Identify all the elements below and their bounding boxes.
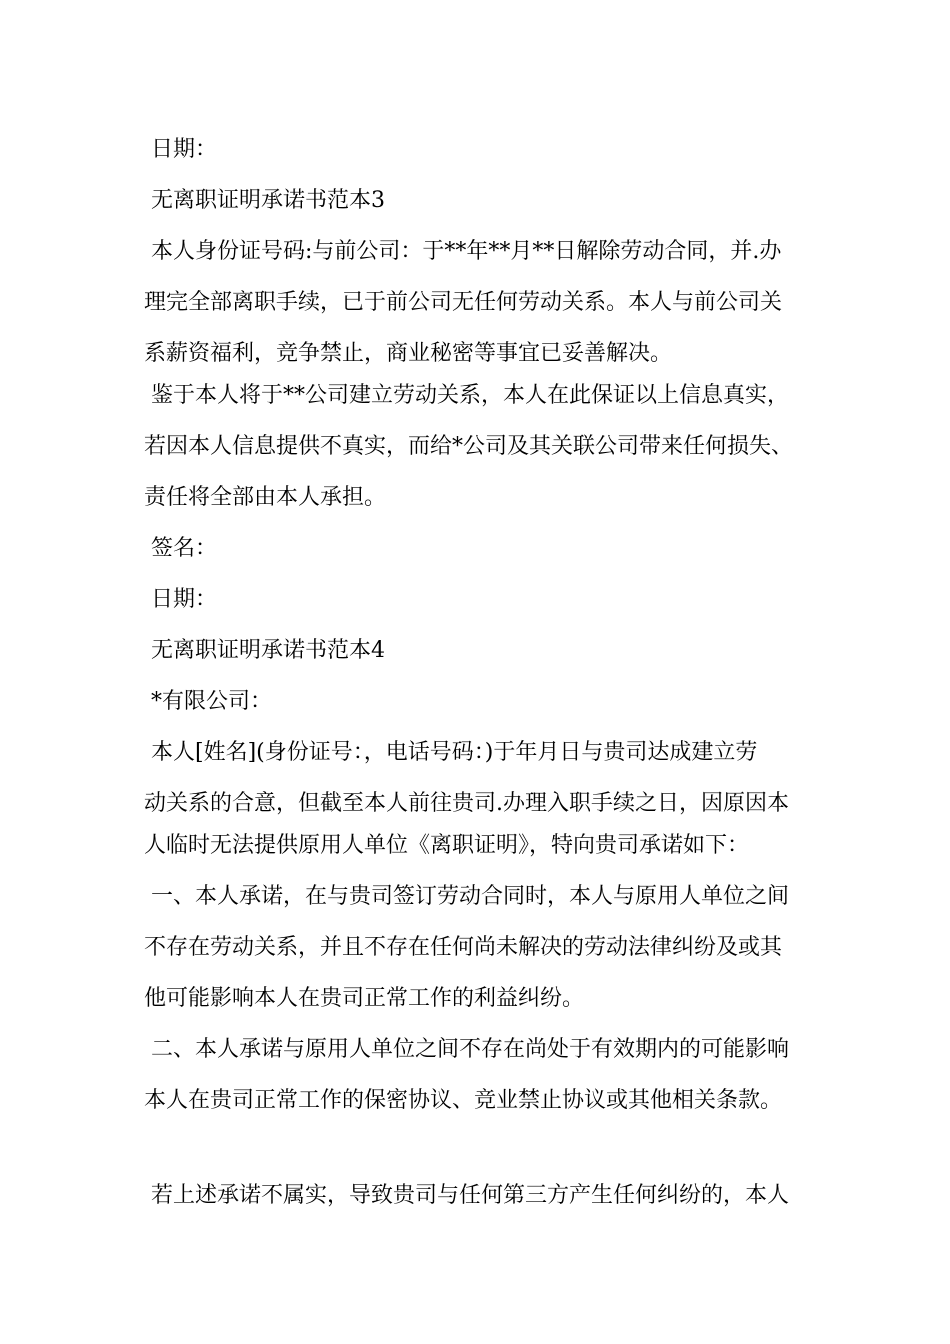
paragraph-line: 本人身份证号码:与前公司：于**年**月**日解除劳动合同，并.办 — [144, 239, 782, 264]
paragraph-line: 他可能影响本人在贵司正常工作的利益纠纷。 — [144, 986, 585, 1011]
paragraph-line: 动关系的合意，但截至本人前往贵司.办理入职手续之日，因原因本 — [144, 791, 789, 816]
paragraph-line: 系薪资福利，竞争禁止，商业秘密等事宜已妥善解决。 — [144, 341, 673, 366]
signature-label-line: 签名： — [144, 536, 217, 561]
paragraph-line: 理完全部离职手续，已于前公司无任何劳动关系。本人与前公司关 — [144, 290, 783, 315]
date-label-line: 日期： — [144, 587, 217, 612]
paragraph-line: 人临时无法提供原用人单位《离职证明》，特向贵司承诺如下： — [144, 833, 750, 858]
paragraph-line: 本人在贵司正常工作的保密协议、竞业禁止协议或其他相关条款。 — [144, 1088, 783, 1113]
date-label-line: 日期： — [144, 137, 217, 162]
paragraph-line: 一、本人承诺，在与贵司签订劳动合同时，本人与原用人单位之间 — [144, 884, 789, 909]
paragraph-line: 二、本人承诺与原用人单位之间不存在尚处于有效期内的可能影响 — [144, 1037, 789, 1062]
salutation-line: *有限公司： — [144, 689, 272, 714]
template-4-heading: 无离职证明承诺书范本4 — [144, 638, 385, 663]
paragraph-line: 鉴于本人将于**公司建立劳动关系，本人在此保证以上信息真实， — [144, 383, 789, 408]
paragraph-line: 责任将全部由本人承担。 — [144, 485, 387, 510]
template-3-heading: 无离职证明承诺书范本3 — [144, 188, 385, 213]
paragraph-line: 本人[姓名](身份证号：，电话号码：)于年月日与贵司达成建立劳 — [144, 740, 758, 765]
paragraph-line: 若上述承诺不属实，导致贵司与任何第三方产生任何纠纷的，本人 — [144, 1183, 789, 1208]
paragraph-line: 若因本人信息提供不真实，而给*公司及其关联公司带来任何损失、 — [144, 434, 794, 459]
paragraph-line: 不存在劳动关系，并且不存在任何尚未解决的劳动法律纠纷及或其 — [144, 935, 783, 960]
